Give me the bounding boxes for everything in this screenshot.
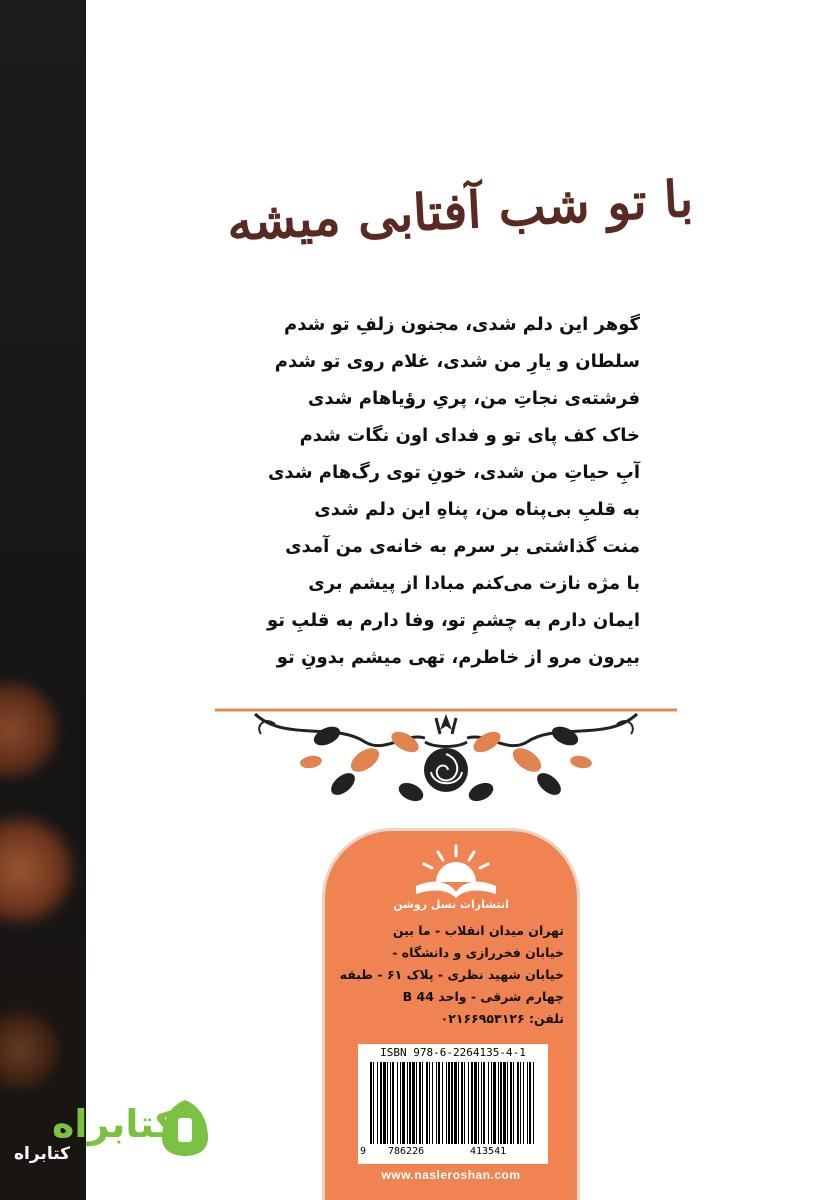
- barcode-bar: [448, 1062, 450, 1144]
- poem: [250, 306, 640, 676]
- barcode-bar: [422, 1062, 423, 1144]
- bokeh-light: [0, 1010, 60, 1090]
- poem-line: منت گذاشتی بر سرم به خانه‌ی من آمدی: [285, 536, 640, 557]
- barcode-bar: [503, 1062, 506, 1144]
- barcode-bar: [426, 1062, 428, 1144]
- barcode-bar: [377, 1062, 378, 1144]
- barcode-digits-left: 786226: [388, 1146, 425, 1157]
- barcode-bar: [436, 1062, 437, 1144]
- barcode-bar: [527, 1062, 528, 1144]
- barcode-bar: [468, 1062, 469, 1144]
- poem-line: بیرون مرو از خاطرم، تهی میشم بدونِ تو: [276, 647, 640, 668]
- barcode-bar: [432, 1062, 433, 1144]
- barcode-bar: [461, 1062, 463, 1144]
- barcode-bar: [409, 1062, 411, 1144]
- poem-line: آبِ حیاتِ من شدی، خونِ توی رگ‌هام شدی: [267, 462, 640, 483]
- barcode-bar: [500, 1062, 502, 1144]
- book-spine: [0, 0, 86, 1200]
- poem-line: گوهر این دلم شدی، مجنون زلفِ تو شدم: [284, 314, 640, 335]
- floral-ornament: [215, 702, 677, 812]
- barcode-bar: [370, 1062, 372, 1144]
- barcode-bar: [387, 1062, 388, 1144]
- address-line: خیابان شهید نظری - پلاک ۶۱ - طبقه: [339, 967, 564, 982]
- barcode-bar: [498, 1062, 499, 1144]
- barcode-digits-right: 413541: [470, 1146, 507, 1157]
- barcode-bar: [392, 1062, 394, 1144]
- barcode-bar: [400, 1062, 401, 1144]
- barcode-bar: [429, 1062, 430, 1144]
- barcode-bar: [474, 1062, 477, 1144]
- bokeh-light: [0, 680, 60, 780]
- barcode-bar: [520, 1062, 521, 1144]
- barcode-bar: [513, 1062, 514, 1144]
- isbn-barcode: [358, 1044, 548, 1164]
- barcode-bar: [416, 1062, 417, 1144]
- barcode-bar: [412, 1062, 415, 1144]
- poem-line: فرشته‌ی نجاتِ من، پریِ رؤیاهام شدی: [307, 388, 640, 409]
- barcode-bar: [491, 1062, 492, 1144]
- barcode-bar: [529, 1062, 531, 1144]
- barcode-digit-first: 9: [360, 1146, 367, 1157]
- address-line: چهارم شرقی - واحد 44 B: [402, 989, 564, 1004]
- publisher-address: [338, 920, 564, 1030]
- barcode-bar: [483, 1062, 485, 1144]
- barcode-digits: [358, 1146, 548, 1162]
- barcode-bar: [488, 1062, 489, 1144]
- poem-line: با مژه نازت می‌کنم مبادا از پیشم بری: [308, 573, 640, 594]
- barcode-bar: [373, 1062, 374, 1144]
- barcode-bar: [390, 1062, 391, 1144]
- barcode-bar: [383, 1062, 386, 1144]
- barcode-bar: [451, 1062, 453, 1144]
- barcode-bar: [380, 1062, 382, 1144]
- address-line: خیابان فخررازی و دانشگاه -: [392, 945, 564, 960]
- barcode-bar: [507, 1062, 508, 1144]
- barcode-bar: [442, 1062, 443, 1144]
- book-title: با تو شب آفتابی میشه: [225, 168, 695, 252]
- barcode-bar: [510, 1062, 512, 1144]
- barcode-bar: [402, 1062, 405, 1144]
- ketabrah-watermark: [12, 1094, 212, 1184]
- barcode-bar: [493, 1062, 496, 1144]
- barcode-bar: [454, 1062, 457, 1144]
- address-line: تهران میدان انقلاب - ما بین: [392, 923, 564, 938]
- poem-line: به قلبِ بی‌پناه من، پناهِ این دلم شدی: [314, 499, 640, 520]
- ketabrah-brand-small: کتابراه: [14, 1144, 71, 1164]
- phone-number: تلفن: ۰۲۱۶۶۹۵۳۱۲۶: [440, 1011, 564, 1026]
- barcode-bar: [464, 1062, 465, 1144]
- poem-line: ایمان دارم به چشمِ تو، وفا دارم به قلبِ تو: [266, 610, 640, 631]
- barcode-bar: [446, 1062, 447, 1144]
- barcode-bar: [517, 1062, 519, 1144]
- barcode-bar: [481, 1062, 482, 1144]
- barcode-bar: [478, 1062, 479, 1144]
- barcode-bar: [533, 1062, 534, 1144]
- isbn-label: ISBN 978-6-2264135-4-1: [380, 1046, 526, 1059]
- barcode-bar: [407, 1062, 408, 1144]
- barcode-bar: [523, 1062, 524, 1144]
- barcode-bar: [419, 1062, 421, 1144]
- publisher-name: انتشارات نسل روشن: [393, 898, 509, 911]
- poem-line: خاک کف پای تو و فدای اون نگات شدم: [299, 425, 640, 446]
- ketabrah-brand: کتابراه: [52, 1102, 178, 1146]
- barcode-bar: [458, 1062, 459, 1144]
- sunrise-book-icon: [408, 842, 504, 902]
- poem-line: سلطان و یارِ من شدی، غلام روی تو شدم: [274, 351, 640, 372]
- barcode-bar: [397, 1062, 398, 1144]
- bokeh-light: [0, 815, 75, 925]
- barcode-bar: [471, 1062, 473, 1144]
- barcode-bar: [438, 1062, 440, 1144]
- publisher-website: www.nasleroshan.com: [381, 1168, 521, 1182]
- barcode-bars: [370, 1062, 536, 1144]
